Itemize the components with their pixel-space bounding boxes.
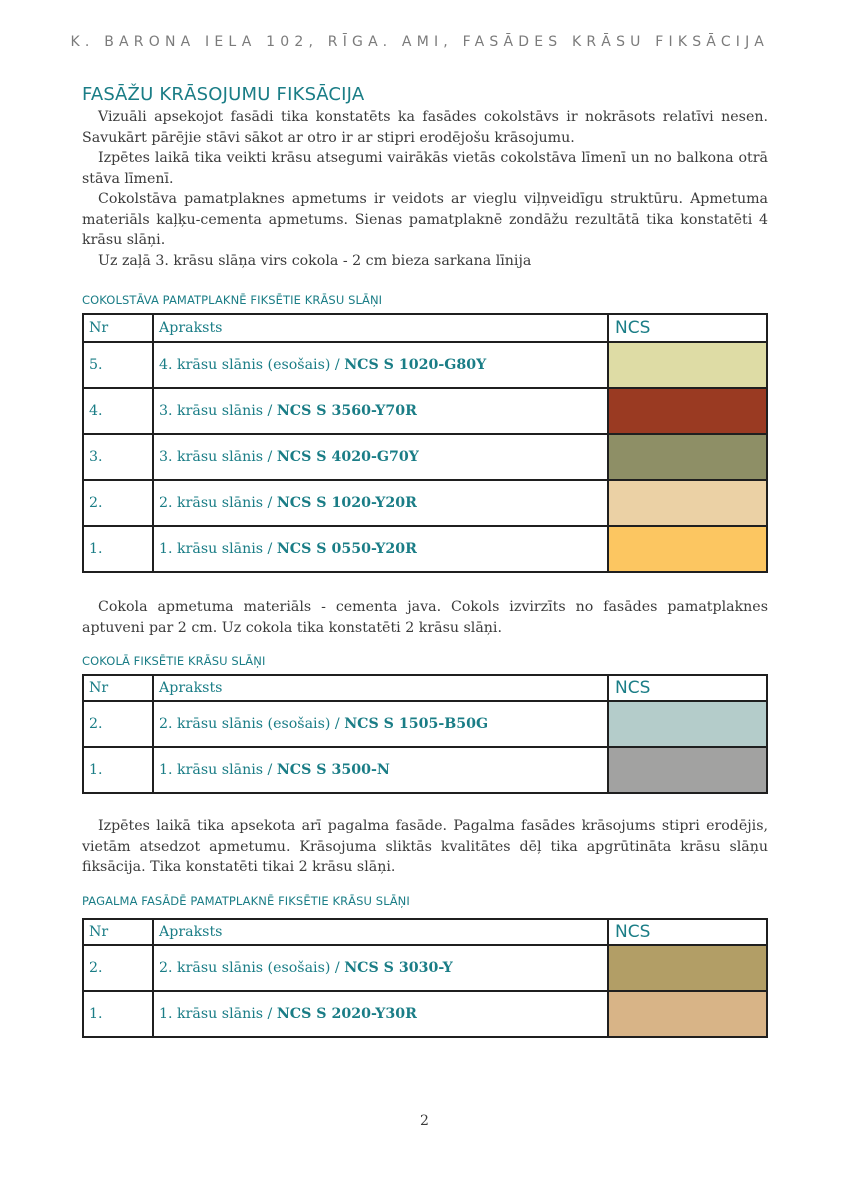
- table-row: [83, 747, 767, 793]
- header-desc: Apraksts: [153, 314, 608, 342]
- page-number: 2: [420, 1113, 429, 1129]
- row-nr: 5.: [83, 342, 153, 388]
- header-ncs: NCS: [608, 919, 767, 945]
- header-nr: Nr: [83, 675, 153, 701]
- color-swatch: [608, 701, 767, 747]
- row-desc: [153, 480, 608, 526]
- row-nr: 2.: [83, 701, 153, 747]
- row-nr: 2.: [83, 480, 153, 526]
- header-nr: Nr: [83, 919, 153, 945]
- header-ncs: NCS: [608, 314, 767, 342]
- ncs-code: NCS S 3030-Y: [344, 959, 453, 976]
- ncs-code: NCS S 3500-N: [276, 762, 390, 778]
- ncs-code: NCS S 1505-B50G: [344, 716, 489, 732]
- table3-header-row: [83, 919, 767, 945]
- running-header: K. BARONA IELA 102, RĪGA. AMI, FASĀDES KRĀSU FIKSĀCIJA: [70, 34, 769, 50]
- row-nr: 3.: [83, 434, 153, 480]
- header-nr: Nr: [83, 314, 153, 342]
- ncs-code: NCS S 1020-G80Y: [344, 357, 487, 373]
- row-nr: 1.: [83, 526, 153, 572]
- color-swatch: [608, 342, 767, 388]
- paragraph-pagalms: Izpētes laikā tika apsekota arī pagalma fasāde. Pagalma fasādes krāsojums stipri erodējis, vietām atsedzot apmetumu. Krāsojuma sliktās kvalitātes dēļ tika apgrūtināta krāsu slāņu fiksācija. Tika konstatēti tikai 2 krāsu slāņi.: [82, 818, 768, 875]
- table1-title: COKOLSTĀVA PAMATPLAKNĒ FIKSĒTIE KRĀSU SLĀŅI: [82, 293, 383, 307]
- row-desc-text: 1. krāsu slānis /: [159, 541, 277, 557]
- table-row: [83, 388, 767, 434]
- color-swatch: [608, 388, 767, 434]
- intro-paragraph-4: Uz zaļā 3. krāsu slāņa virs cokola - 2 cm bieza sarkana līnija: [98, 252, 532, 269]
- table-row: [83, 945, 767, 991]
- ncs-code: NCS S 1020-Y20R: [276, 495, 417, 511]
- ncs-code: NCS S 4020-G70Y: [276, 449, 419, 465]
- intro-paragraph-1: Vizuāli apsekojot fasādi tika konstatēts ka fasādes cokolstāvs ir nokrāsots relatīvi nesen. Savukārt pārējie stāvi sākot ar otro ir ar stipri erodējošu krāsojumu.: [82, 109, 768, 146]
- header-desc: Apraksts: [153, 919, 608, 945]
- color-swatch: [608, 480, 767, 526]
- table1: [82, 313, 768, 573]
- table-row: [83, 526, 767, 572]
- color-swatch: [608, 991, 767, 1037]
- table1-header-row: [83, 314, 767, 342]
- row-desc: [153, 342, 608, 388]
- row-desc-text: 1. krāsu slānis /: [159, 1005, 277, 1022]
- row-desc-text: 1. krāsu slānis /: [159, 762, 277, 778]
- table-row: [83, 480, 767, 526]
- row-desc-text: 3. krāsu slānis /: [159, 403, 277, 419]
- row-desc-text: 4. krāsu slānis (esošais) /: [159, 357, 345, 373]
- row-desc-text: 2. krāsu slānis (esošais) /: [159, 716, 345, 732]
- table3: [82, 918, 768, 1038]
- row-desc-text: 2. krāsu slānis /: [159, 495, 277, 511]
- row-desc: [153, 388, 608, 434]
- page-content: [82, 84, 768, 1038]
- row-desc: [153, 991, 608, 1037]
- row-nr: 1.: [83, 747, 153, 793]
- intro-paragraph-3: Cokolstāva pamatplaknes apmetums ir veidots ar vieglu viļņveidīgu struktūru. Apmetuma materiāls kaļķu-cementa apmetums. Sienas pamatplaknē zondāžu rezultātā tika konstatēti 4 krāsu slāņi.: [82, 191, 768, 248]
- row-nr: 1.: [83, 991, 153, 1037]
- ncs-code: NCS S 3560-Y70R: [276, 403, 417, 419]
- row-desc: [153, 701, 608, 747]
- table-row: [83, 991, 767, 1037]
- color-swatch: [608, 526, 767, 572]
- row-desc: [153, 434, 608, 480]
- row-desc-text: 3. krāsu slānis /: [159, 449, 277, 465]
- ncs-code: NCS S 0550-Y20R: [276, 541, 417, 557]
- table-row: [83, 701, 767, 747]
- ncs-code: NCS S 2020-Y30R: [276, 1005, 417, 1022]
- header-ncs: NCS: [608, 675, 767, 701]
- intro-paragraph-2: Izpētes laikā tika veikti krāsu atsegumi vairākās vietās cokolstāva līmenī un no balkona otrā stāva līmenī.: [82, 150, 768, 187]
- color-swatch: [608, 434, 767, 480]
- row-desc-text: 2. krāsu slānis (esošais) /: [159, 959, 345, 976]
- row-desc: [153, 945, 608, 991]
- page-title: FASĀŽU KRĀSOJUMU FIKSĀCIJA: [82, 84, 365, 105]
- paragraph-cokols: Cokola apmetuma materiāls - cementa java. Cokols izvirzīts no fasādes pamatplaknes aptuveni par 2 cm. Uz cokola tika konstatēti 2 krāsu slāņi.: [82, 599, 768, 636]
- table-row: [83, 342, 767, 388]
- row-nr: 2.: [83, 945, 153, 991]
- table2-header-row: [83, 675, 767, 701]
- header-desc: Apraksts: [153, 675, 608, 701]
- table3-title: PAGALMA FASĀDĒ PAMATPLAKNĒ FIKSĒTIE KRĀSU SLĀŅI: [82, 893, 410, 908]
- table2-title: COKOLĀ FIKSĒTIE KRĀSU SLĀŅI: [82, 654, 266, 668]
- row-desc: [153, 747, 608, 793]
- color-swatch: [608, 747, 767, 793]
- color-swatch: [608, 945, 767, 991]
- table2: [82, 674, 768, 794]
- row-nr: 4.: [83, 388, 153, 434]
- table-row: [83, 434, 767, 480]
- row-desc: [153, 526, 608, 572]
